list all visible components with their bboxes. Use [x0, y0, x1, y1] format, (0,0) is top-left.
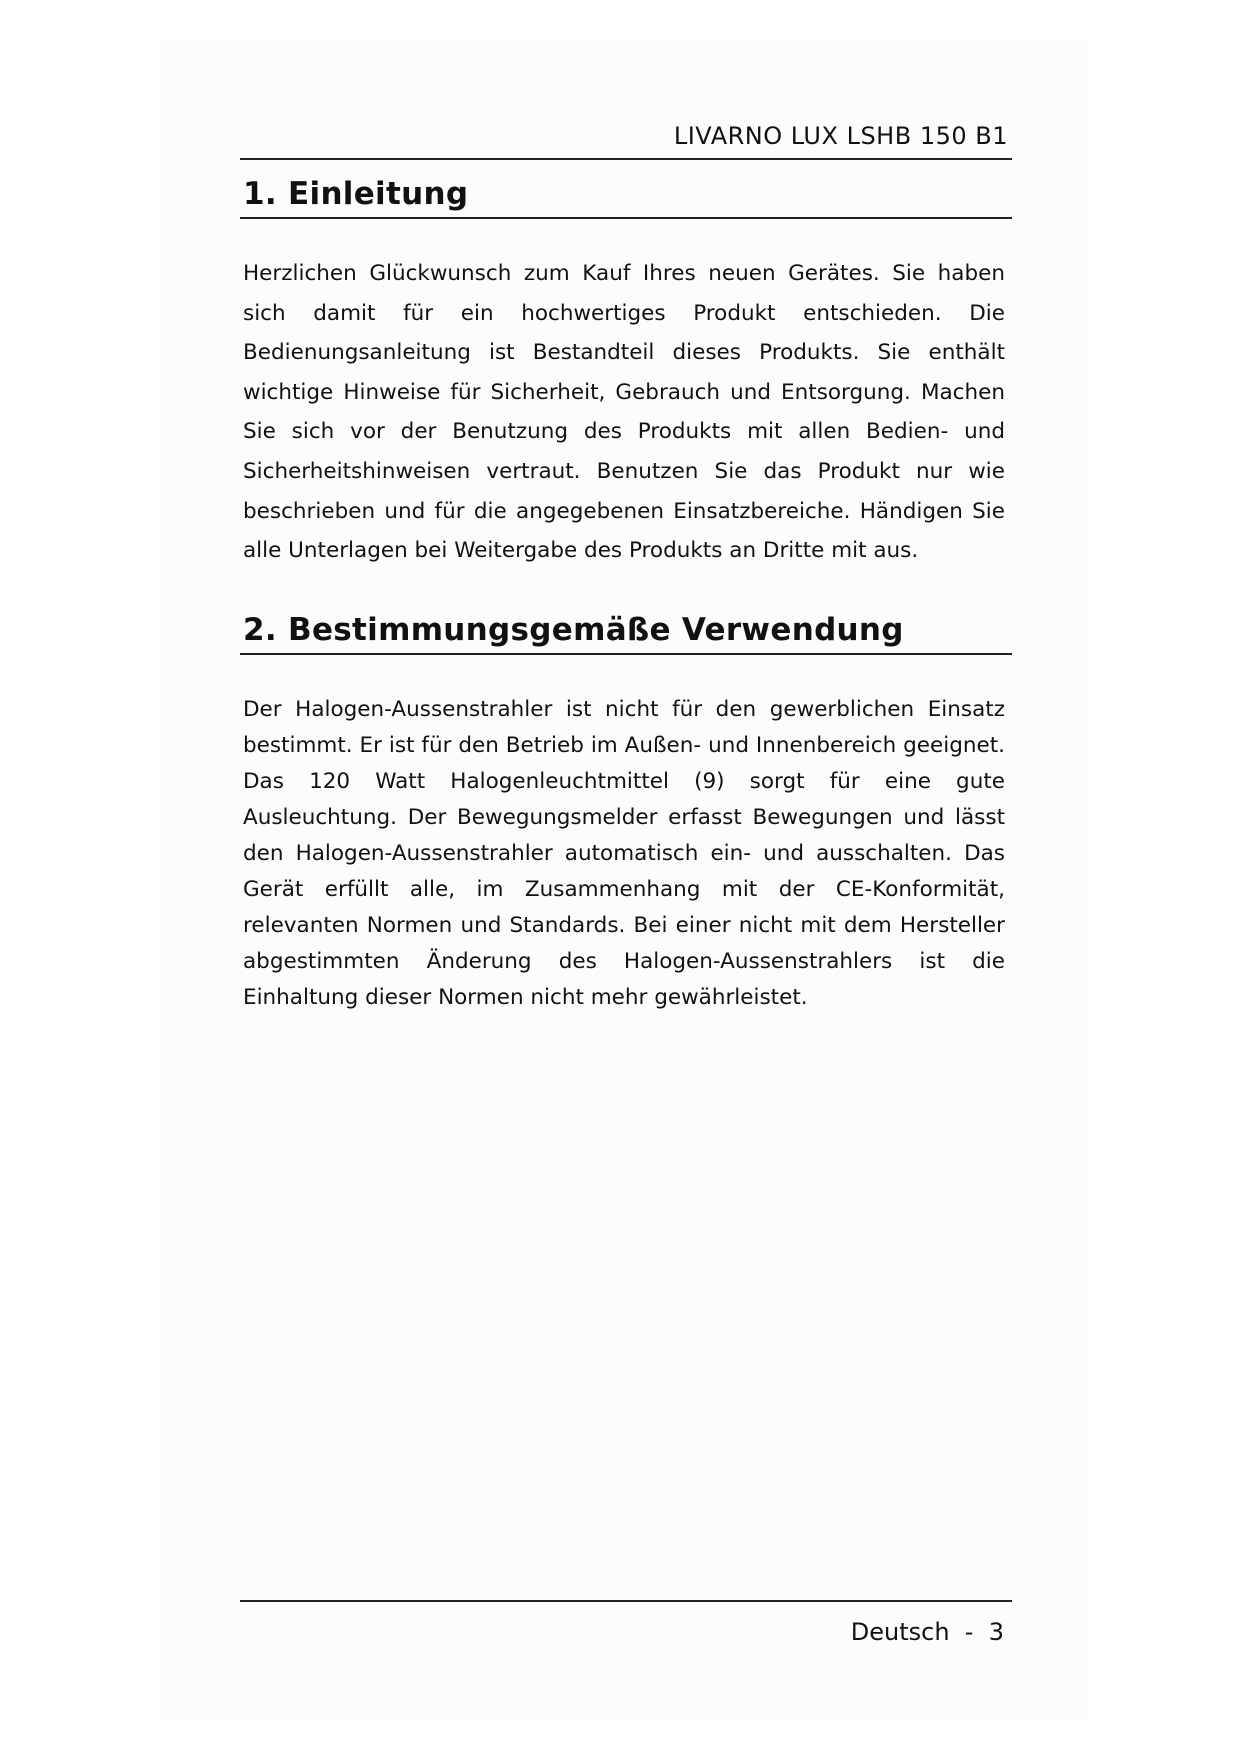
section-1-heading: 1. Einleitung: [243, 176, 469, 212]
section-1-rule: [240, 217, 1012, 219]
header-rule: [240, 158, 1012, 160]
section-1-body: Herzlichen Glückwunsch zum Kauf Ihres neuen Gerätes. Sie haben sich damit für ein hochwertiges Produkt entschieden. Die Bedienungsanleitung ist Bestandteil dieses Produkts. Sie enthält wichtige Hinweise für Sicherheit, Gebrauch und Entsorgung. Machen Sie sich vor der Benutzung des Produkts mit allen Bedien- und Sicherheitshinweisen vertraut. Benutzen Sie das Produkt nur wie beschrieben und für die angegebenen Einsatzbereiche. Händigen Sie alle Unterlagen bei Weitergabe des Produkts an Dritte mit aus.: [243, 261, 1005, 564]
footer-page-label: Deutsch - 3: [850, 1618, 1004, 1646]
section-2-heading: 2. Bestimmungsgemäße Verwendung: [243, 612, 904, 648]
header-product-title: LIVARNO LUX LSHB 150 B1: [673, 122, 1008, 150]
footer-rule: [240, 1600, 1012, 1602]
section-2-body: Der Halogen-Aussenstrahler ist nicht für den gewerblichen Einsatz bestimmt. Er ist für den Betrieb im Außen- und Innenbereich geeignet. Das 120 Watt Halogenleuchtmittel (9) sorgt für eine gute Ausleuchtung. Der Bewegungsmelder erfasst Bewegungen und lässt den Halogen-Aussenstrahler automatisch ein- und ausschalten. Das Gerät erfüllt alle, im Zusammenhang mit der CE-Konformität, relevanten Normen und Standards. Bei einer nicht mit dem Hersteller abgestimmten Änderung des Halogen-Aussenstrahlers ist die Einhaltung dieser Normen nicht mehr gewährleistet.: [243, 697, 1005, 1010]
section-2-rule: [240, 653, 1012, 655]
